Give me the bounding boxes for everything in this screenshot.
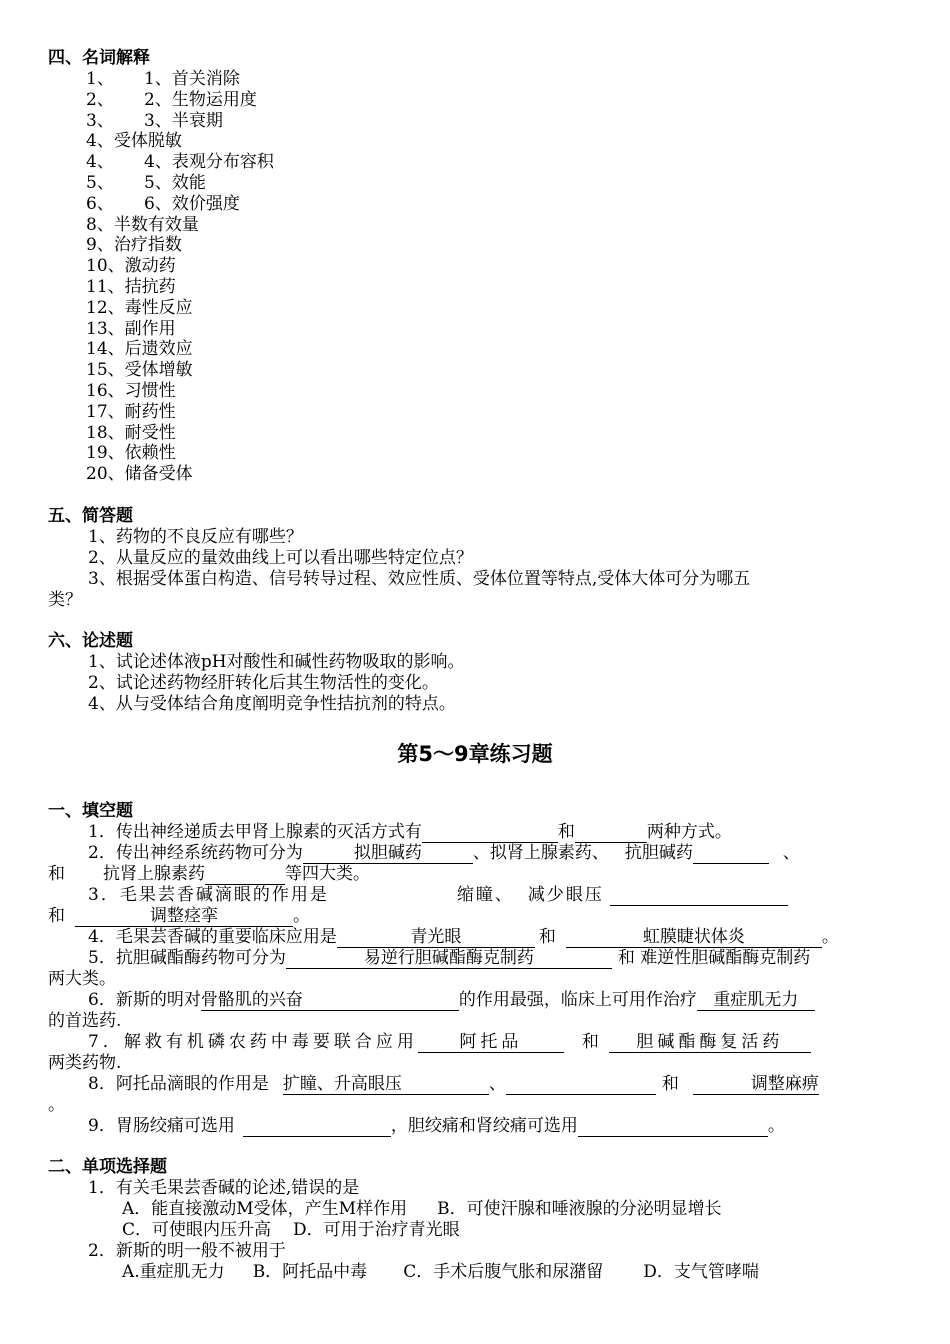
term-text: 5、效能	[144, 173, 206, 193]
question-text: ，胆绞痛和肾绞痛可选用	[390, 1116, 578, 1136]
question-text: 。	[767, 1116, 785, 1136]
answer-blank: 虹膜睫状体炎	[566, 928, 822, 948]
term-text: 14、后遗效应	[86, 339, 193, 360]
term-item	[86, 443, 906, 464]
section-heading-multiple-choice: 二、单项选择题	[48, 1157, 167, 1177]
question-text: 7．解救有机磷农药中毒要联合应用	[88, 1032, 418, 1052]
fill-question-8	[88, 1074, 906, 1095]
term-text: 8、半数有效量	[86, 214, 199, 235]
choice-question-1: 1．有关毛果芸香碱的论述,错误的是	[88, 1178, 360, 1198]
term-item	[86, 339, 906, 360]
question-text: 4．毛果芸香碱的重要临床应用是	[88, 927, 337, 947]
term-item	[86, 152, 906, 173]
question-text: 抗胆碱药	[624, 843, 693, 863]
term-item	[86, 215, 906, 236]
term-text: 17、耐药性	[86, 401, 176, 422]
term-item	[86, 235, 906, 256]
term-item	[86, 194, 906, 215]
fill-question-9	[88, 1116, 906, 1137]
term-text: 9、治疗指数	[86, 235, 182, 256]
question-text: 。	[293, 906, 310, 926]
term-number: 4、	[86, 152, 114, 173]
section-heading-fill-in: 一、填空题	[48, 801, 133, 821]
term-text: 4、受体脱敏	[86, 131, 182, 152]
term-number: 5、	[86, 173, 114, 193]
question-text: 抗肾上腺素药	[103, 864, 205, 884]
choice-options-row	[122, 1262, 906, 1283]
option-d: D．支气管哮喘	[643, 1262, 759, 1282]
fill-question-5	[88, 948, 906, 969]
question-text: 2．传出神经系统药物可分为	[88, 843, 303, 863]
fill-question-7-cont: 两类药物.	[48, 1053, 122, 1073]
term-item	[86, 277, 906, 298]
choice-question-2: 2．新斯的明一般不被用于	[88, 1241, 286, 1261]
answer-blank: 阿托品	[418, 1033, 564, 1053]
blank	[693, 844, 769, 864]
option-b: B．阿托品中毒	[252, 1262, 368, 1282]
question-text: 和	[581, 1032, 599, 1052]
fill-question-2-cont	[48, 864, 906, 885]
fill-question-8-cont: 。	[48, 1095, 65, 1115]
question-text: 减少眼压	[527, 885, 604, 905]
answer-blank: 骨骼肌的兴奋	[201, 991, 459, 1011]
question-text: 的作用最强，临床上可用作治疗	[458, 990, 697, 1010]
question-text: 等四大类。	[285, 864, 370, 884]
answer-blank: 扩瞳、升高眼压	[283, 1075, 489, 1095]
term-item	[86, 402, 906, 423]
term-text: 15、受体增敏	[86, 360, 193, 381]
answer-blank: 易逆行胆碱酯酶克制药	[286, 949, 612, 969]
question-text: 类？	[48, 590, 82, 610]
question-text: 和	[48, 906, 65, 926]
blank	[422, 823, 558, 843]
term-item	[86, 111, 906, 132]
question-text: 1、试论述体液pH对酸性和碱性药物吸取的影响。	[88, 652, 465, 672]
question-text: 和	[661, 1074, 679, 1094]
term-text: 1、首关消除	[144, 69, 240, 89]
question-text: 9．胃肠绞痛可选用	[88, 1116, 235, 1136]
term-text: 11、拮抗药	[86, 277, 176, 297]
term-item	[86, 173, 906, 194]
question-text: 6．新斯的明对	[88, 990, 201, 1010]
term-number: 3、	[86, 110, 114, 131]
fill-question-4	[88, 927, 906, 948]
section-heading-short-answer: 五、简答题	[48, 506, 133, 526]
answer-blank: 胆碱酯酶复活药	[609, 1033, 811, 1053]
section-heading-terms: 四、名词解释	[48, 48, 150, 68]
fill-question-7	[88, 1032, 906, 1053]
blank	[610, 886, 788, 906]
fill-question-3	[88, 885, 906, 906]
question-text: 8．阿托品滴眼的作用是	[88, 1074, 269, 1094]
question-text: 、	[782, 843, 800, 863]
term-item	[86, 90, 906, 111]
term-item	[86, 298, 906, 319]
term-item	[86, 381, 906, 402]
chapter-title: 第5～9章练习题	[397, 742, 553, 766]
term-item	[86, 256, 906, 277]
term-item	[86, 69, 906, 90]
fill-question-6	[88, 990, 906, 1011]
term-text: 20、储备受体	[86, 464, 193, 485]
term-item	[86, 131, 906, 152]
term-number: 1、	[86, 69, 114, 89]
answer-blank: 拟胆碱药	[303, 844, 473, 864]
question-text: 缩瞳、	[456, 885, 514, 905]
choice-options-row	[122, 1199, 906, 1220]
term-text: 13、副作用	[86, 318, 176, 339]
section-heading-essay: 六、论述题	[48, 631, 133, 651]
answer-blank: 重症肌无力	[697, 991, 815, 1011]
question-text: 两种方式。	[646, 822, 732, 842]
option-b: B．可使汗腺和唾液腺的分泌明显增长	[437, 1199, 722, 1219]
term-item	[86, 464, 906, 485]
term-item	[86, 360, 906, 381]
term-item	[86, 319, 906, 340]
choice-options-row	[122, 1220, 906, 1241]
term-text: 3、半衰期	[144, 110, 223, 131]
option-c: C．可使眼内压升高	[122, 1220, 272, 1240]
blank	[205, 865, 285, 885]
option-a: A．能直接激动M受体，产生M样作用	[122, 1199, 408, 1219]
question-text: 和	[557, 822, 575, 842]
question-text: 2、试论述药物经肝转化后其生物活性的变化。	[88, 673, 439, 693]
fill-question-2	[88, 843, 906, 864]
question-text: 2、从量反应的量效曲线上可以看出哪些特定位点？	[88, 548, 473, 568]
term-number: 6、	[86, 193, 114, 214]
term-item	[86, 423, 906, 444]
answer-blank: 青光眼	[337, 928, 535, 948]
question-text: 、拟肾上腺素药、	[472, 843, 609, 863]
term-text: 16、习惯性	[86, 381, 176, 401]
question-text: 、	[488, 1074, 506, 1094]
term-number: 2、	[86, 89, 114, 110]
question-text: 和	[48, 864, 65, 884]
fill-question-5-cont: 两大类。	[48, 969, 116, 989]
term-text: 18、耐受性	[86, 422, 176, 443]
question-text: 4、从与受体结合角度阐明竞争性拮抗剂的特点。	[88, 694, 456, 714]
blank	[578, 1117, 768, 1137]
option-d: D．可用于治疗青光眼	[293, 1220, 460, 1240]
fill-question-3-cont	[48, 906, 906, 927]
blank	[575, 823, 647, 843]
question-text: 1、药物的不良反应有哪些？	[88, 527, 303, 547]
question-text: 3．毛果芸香碱滴眼的作用是	[88, 885, 329, 905]
question-text: 1．传出神经递质去甲肾上腺素的灭活方式有	[88, 822, 422, 842]
term-text: 12、毒性反应	[86, 297, 193, 318]
blank	[506, 1075, 656, 1095]
answer-blank: 调整麻痹	[693, 1075, 819, 1095]
question-text: 3、根据受体蛋白构造、信号转导过程、效应性质、受体位置等特点,受体大体可分为哪五	[88, 569, 751, 589]
fill-question-6-cont: 的首选药.	[48, 1011, 122, 1031]
term-text: 19、依赖性	[86, 443, 176, 464]
fill-question-1	[88, 822, 906, 843]
term-text: 2、生物运用度	[144, 89, 257, 110]
term-text: 4、表观分布容积	[144, 152, 274, 173]
question-text: 。	[821, 927, 839, 947]
option-c: C．手术后腹气胀和尿潴留	[403, 1262, 604, 1282]
question-text: 5．抗胆碱酯酶药物可分为	[88, 948, 286, 968]
question-text: 和	[538, 927, 556, 947]
term-text: 10、激动药	[86, 256, 176, 277]
term-text: 6、效价强度	[144, 193, 240, 214]
answer-blank: 调整痉挛	[75, 907, 293, 927]
option-a: A.重症肌无力	[122, 1262, 225, 1282]
blank	[243, 1117, 391, 1137]
question-text: 和 难逆性胆碱酯酶克制药	[617, 948, 811, 968]
